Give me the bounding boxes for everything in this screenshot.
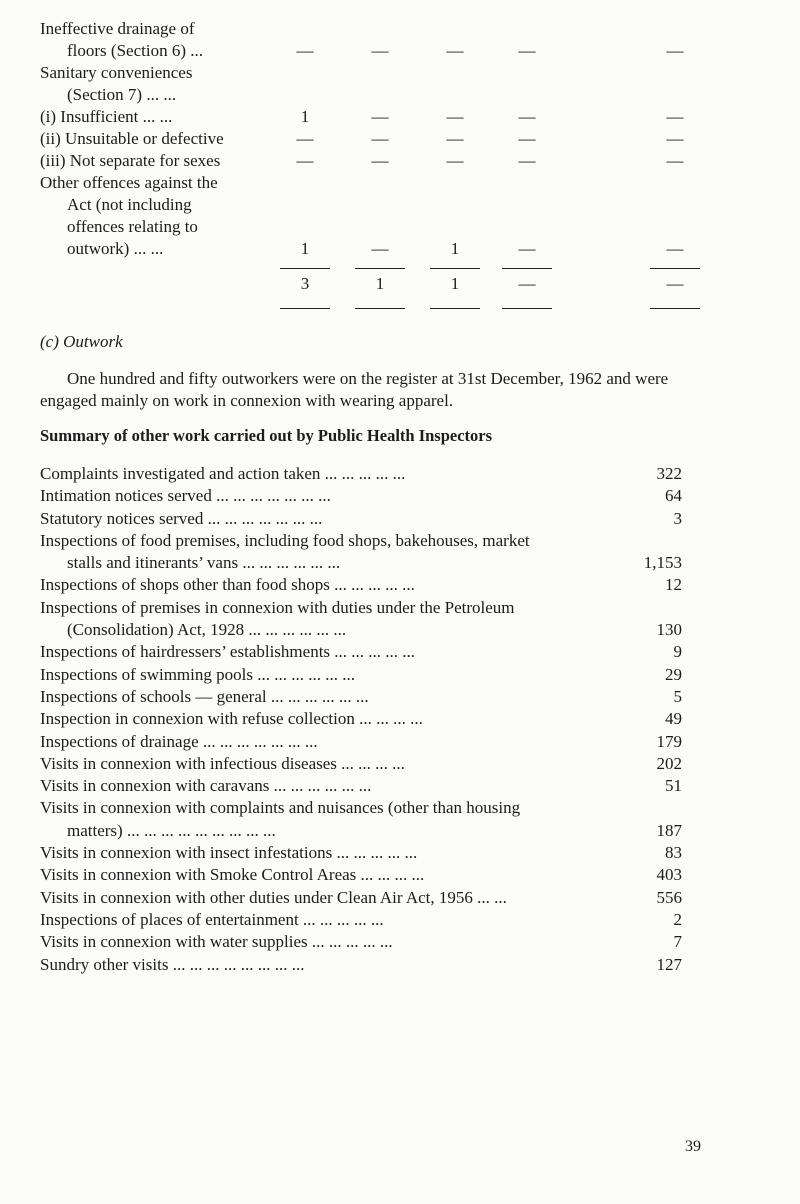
summary-row xyxy=(40,686,682,708)
total-cell: 3 xyxy=(300,274,310,293)
table-cell: — xyxy=(296,41,314,60)
summary-value: 5 xyxy=(673,686,682,706)
summary-label: Visits in connexion with insect infestations ... ... ... ... ... xyxy=(40,843,418,863)
summary-label: Inspections of food premises, including food shops, bakehouses, market xyxy=(40,530,530,550)
summary-row xyxy=(40,909,682,931)
table-cell: 1 xyxy=(300,239,310,258)
summary-row xyxy=(40,619,682,641)
summary-label: Inspections of drainage ... ... ... ... ... ... ... xyxy=(40,731,318,751)
table-cell: — xyxy=(666,239,684,258)
summary-label: Inspection in connexion with refuse collection ... ... ... ... xyxy=(40,709,423,729)
summary-row xyxy=(40,508,682,530)
summary-value: 403 xyxy=(656,865,682,885)
rule-line xyxy=(280,308,330,309)
table-cell: — xyxy=(371,151,389,170)
table-cell: — xyxy=(296,151,314,170)
summary-row xyxy=(40,954,682,976)
summary-label: Inspections of shops other than food shops ... ... ... ... ... xyxy=(40,575,415,595)
summary-value: 7 xyxy=(673,932,682,952)
outwork-paragraph: One hundred and fifty outworkers were on the register at 31st December, 1962 and were engaged mainly on work in connexion with wearing apparel. xyxy=(40,369,669,410)
summary-value: 64 xyxy=(665,486,682,506)
table-cell: — xyxy=(371,41,389,60)
summary-value: 2 xyxy=(673,909,682,929)
row-label: (iii) Not separate for sexes xyxy=(40,151,221,170)
outwork-subheading: (c) Outwork xyxy=(40,332,123,351)
row-label: offences relating to xyxy=(67,217,198,236)
rule-line xyxy=(430,308,480,309)
summary-value: 83 xyxy=(665,843,682,863)
summary-row xyxy=(40,574,682,596)
summary-value: 29 xyxy=(665,664,682,684)
summary-row xyxy=(40,775,682,797)
summary-label: Statutory notices served ... ... ... ... ... ... ... xyxy=(40,508,323,528)
table-row xyxy=(40,62,700,84)
table-cell: — xyxy=(446,151,464,170)
rule-line xyxy=(650,308,700,309)
summary-label: Visits in connexion with Smoke Control Areas ... ... ... ... xyxy=(40,865,425,885)
offences-table xyxy=(40,18,700,293)
summary-row xyxy=(40,463,682,485)
summary-row xyxy=(40,708,682,730)
table-cell: 1 xyxy=(300,107,310,126)
summary-label: Visits in connexion with caravans ... ... ... ... ... ... xyxy=(40,776,372,796)
table-cell: — xyxy=(518,107,536,126)
summary-label: stalls and itinerants’ vans ... ... ... ... ... ... xyxy=(67,553,341,573)
summary-value: 202 xyxy=(656,753,682,773)
summary-label: matters) ... ... ... ... ... ... ... ... ... xyxy=(67,820,276,840)
summary-label: Inspections of schools — general ... ... ... ... ... ... xyxy=(40,686,369,706)
summary-label: Visits in connexion with complaints and nuisances (other than housing xyxy=(40,798,521,818)
table-cell: — xyxy=(518,129,536,148)
table-cell: — xyxy=(518,151,536,170)
summary-row xyxy=(40,864,682,886)
row-label: Sanitary conveniences xyxy=(40,63,193,82)
table-cell: — xyxy=(666,151,684,170)
summary-heading: Summary of other work carried out by Public Health Inspectors xyxy=(40,426,493,445)
table-row xyxy=(40,84,700,106)
total-cell: — xyxy=(666,274,684,293)
row-label: Other offences against the xyxy=(40,173,218,192)
table-cell: — xyxy=(446,107,464,126)
summary-label: Visits in connexion with water supplies ... ... ... ... ... xyxy=(40,932,393,952)
rule-line xyxy=(355,308,405,309)
total-cell: 1 xyxy=(375,274,385,293)
summary-row xyxy=(40,731,682,753)
summary-row xyxy=(40,842,682,864)
row-label: Ineffective drainage of xyxy=(40,19,195,38)
summary-label: Complaints investigated and action taken ... ... ... ... ... xyxy=(40,464,406,483)
rule-line xyxy=(502,308,552,309)
row-label: (i) Insufficient ... ... xyxy=(40,107,173,126)
rule-line xyxy=(502,268,552,269)
summary-value: 127 xyxy=(656,954,682,974)
summary-label: Inspections of premises in connexion with duties under the Petroleum xyxy=(40,597,515,617)
summary-value: 51 xyxy=(665,776,682,796)
summary-row xyxy=(40,552,682,574)
summary-row xyxy=(40,887,682,909)
table-cell: — xyxy=(446,41,464,60)
total-cell: — xyxy=(518,274,536,293)
rule-line xyxy=(280,268,330,269)
table-row xyxy=(40,216,700,238)
table-cell: — xyxy=(666,129,684,148)
summary-value: 49 xyxy=(665,709,682,729)
totals-row xyxy=(40,273,740,295)
summary-row xyxy=(40,753,682,775)
table-row xyxy=(40,172,700,194)
table-row xyxy=(40,128,700,150)
summary-value: 9 xyxy=(673,642,682,662)
summary-label: (Consolidation) Act, 1928 ... ... ... ... ... ... xyxy=(67,620,347,640)
table-row xyxy=(40,40,700,62)
table-cell: — xyxy=(518,41,536,60)
summary-label: Sundry other visits ... ... ... ... ... ... ... ... xyxy=(40,954,305,974)
summary-label: Inspections of places of entertainment ... ... ... ... ... xyxy=(40,909,384,929)
summary-label: Visits in connexion with other duties under Clean Air Act, 1956 ... ... xyxy=(40,887,507,907)
summary-row xyxy=(40,664,682,686)
rule-line xyxy=(355,268,405,269)
row-label: (ii) Unsuitable or defective xyxy=(40,129,224,148)
summary-label: Inspections of hairdressers’ establishments ... ... ... ... ... xyxy=(40,642,416,662)
summary-row xyxy=(40,641,682,663)
summary-row xyxy=(40,931,682,953)
table-cell: — xyxy=(446,129,464,148)
table-row xyxy=(40,194,700,216)
summary-label: Visits in connexion with infectious diseases ... ... ... ... xyxy=(40,753,405,773)
table-row xyxy=(40,150,700,172)
summary-row xyxy=(40,797,682,819)
table-cell: — xyxy=(518,239,536,258)
summary-row xyxy=(40,597,682,619)
summary-value: 12 xyxy=(665,575,682,595)
table-cell: 1 xyxy=(450,239,460,258)
row-label: outwork) ... ... xyxy=(67,239,164,258)
summary-value: 130 xyxy=(656,620,682,640)
row-label: Act (not including xyxy=(67,195,192,214)
table-row xyxy=(40,106,700,128)
page-number: 39 xyxy=(685,1138,701,1155)
summary-value: 556 xyxy=(656,887,682,907)
rule-line xyxy=(650,268,700,269)
summary-row xyxy=(40,485,682,507)
table-row xyxy=(40,238,700,260)
row-label: floors (Section 6) ... xyxy=(67,41,203,60)
table-cell: — xyxy=(371,129,389,148)
table-cell: — xyxy=(371,239,389,258)
rule-line xyxy=(430,268,480,269)
summary-row xyxy=(40,820,682,842)
summary-label: Inspections of swimming pools ... ... ... ... ... ... xyxy=(40,664,355,684)
table-cell: — xyxy=(371,107,389,126)
table-cell: — xyxy=(666,107,684,126)
table-cell: — xyxy=(666,41,684,60)
total-cell: 1 xyxy=(450,274,460,293)
summary-value: 187 xyxy=(656,820,682,840)
summary-value: 1,153 xyxy=(643,553,682,573)
summary-list xyxy=(40,463,682,976)
table-row xyxy=(40,18,700,40)
summary-value: 322 xyxy=(656,464,682,483)
summary-row xyxy=(40,530,682,552)
row-label: (Section 7) ... ... xyxy=(67,85,177,104)
summary-label: Intimation notices served ... ... ... ... ... ... ... xyxy=(40,486,331,506)
summary-value: 179 xyxy=(656,731,682,751)
summary-value: 3 xyxy=(673,508,682,528)
table-cell: — xyxy=(296,129,314,148)
